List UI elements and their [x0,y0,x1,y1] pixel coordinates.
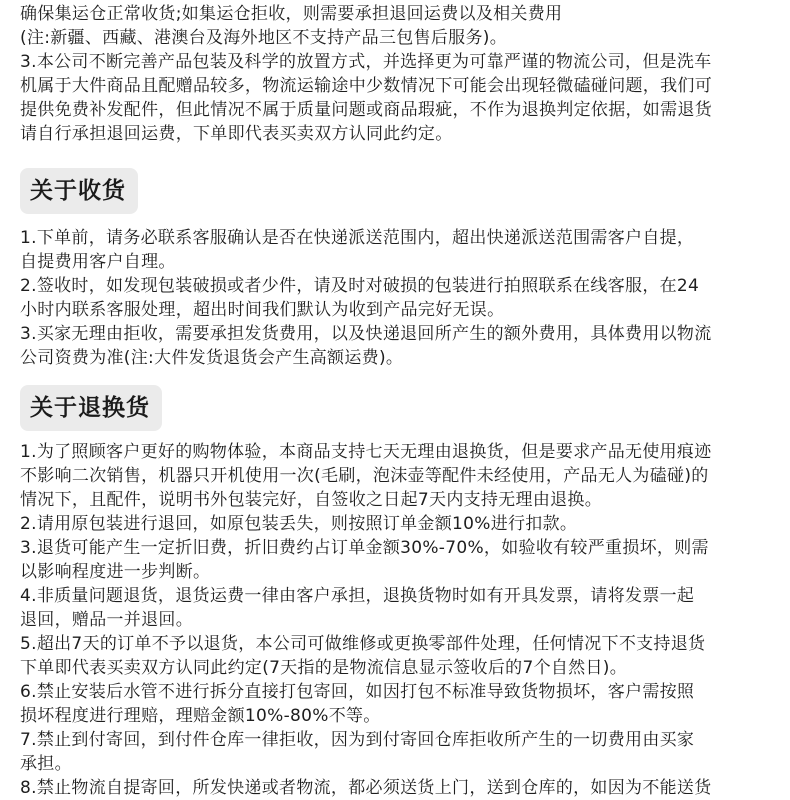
section-heading-returns: 关于退换货 [20,385,162,431]
text-line: 1.为了照顾客户更好的购物体验，本商品支持七天无理由退换货，但是要求产品无使用痕迹 [20,442,712,462]
text-line: 6.禁止安装后水管不进行拆分直接打包寄回，如因打包不标准导致货物损坏，客户需按照 [20,682,695,702]
text-line: 3.本公司不断完善产品包装及科学的放置方式，并选择更为可靠严谨的物流公司，但是洗车 [20,52,712,72]
section-heading-receiving: 关于收货 [20,168,138,214]
text-line: 2.请用原包装进行退回，如原包装丢失，则按照订单金额10%进行扣款。 [20,514,578,534]
text-line: 提供免费补发配件，但此情况不属于质量问题或商品瑕疵，不作为退换判定依据，如需退货 [20,100,712,120]
text-line: 7.禁止到付寄回，到付件仓库一律拒收，因为到付寄回仓库拒收所产生的一切费用由买家 [20,730,695,750]
text-line: 不影响二次销售，机器只开机使用一次(毛刷，泡沫壶等配件未经使用，产品无人为磕碰)的 [20,466,709,486]
intro-text [20,2,785,146]
text-line: 机属于大件商品且配赠品较多，物流运输途中少数情况下可能会出现轻微磕碰问题，我们可 [20,76,712,96]
text-line: 自提费用客户自理。 [20,252,176,272]
text-line: (注:新疆、西藏、港澳台及海外地区不支持产品三包售后服务)。 [20,28,507,48]
text-line: 确保集运仓正常收货;如集运仓拒收，则需要承担退回运费以及相关费用 [20,4,563,24]
text-line: 情况下，且配件，说明书外包装完好，自签收之日起7天内支持无理由退换。 [20,490,603,510]
text-line: 下单即代表买卖双方认同此约定(7天指的是物流信息显示签收后的7个自然日)。 [20,658,627,678]
text-line: 退回，赠品一并退回。 [20,610,193,630]
receiving-text [20,226,785,370]
text-line: 以影响程度进一步判断。 [20,562,211,582]
text-line: 请自行承担退回运费，下单即代表买卖双方认同此约定。 [20,124,453,144]
text-line: 公司资费为准(注:大件发货退货会产生高额运费)。 [20,348,404,368]
text-line: 损坏程度进行理赔，理赔金额10%-80%不等。 [20,706,381,726]
text-line: 3.退货可能产生一定折旧费，折旧费约占订单金额30%-70%，如验收有较严重损坏，则需 [20,538,709,558]
text-line: 4.非质量问题退货，退货运费一律由客户承担，退换货物时如有开具发票，请将发票一起 [20,586,695,606]
text-line: 2.签收时，如发现包装破损或者少件，请及时对破损的包装进行拍照联系在线客服，在24 [20,276,700,296]
text-line: 小时内联系客服处理，超出时间我们默认为收到产品完好无误。 [20,300,505,320]
text-line: 3.买家无理由拒收，需要承担发货费用，以及快递退回所产生的额外费用，具体费用以物流 [20,324,712,344]
returns-text [20,440,785,800]
text-line: 1.下单前，请务必联系客服确认是否在快递派送范围内，超出快递派送范围需客户自提， [20,228,695,248]
text-line: 5.超出7天的订单不予以退货，本公司可做维修或更换零部件处理，任何情况下不支持退货 [20,634,706,654]
text-line: 承担。 [20,754,72,774]
text-line: 8.禁止物流自提寄回，所发快递或者物流，都必须送货上门，送到仓库的，如因为不能送货 [20,778,712,798]
